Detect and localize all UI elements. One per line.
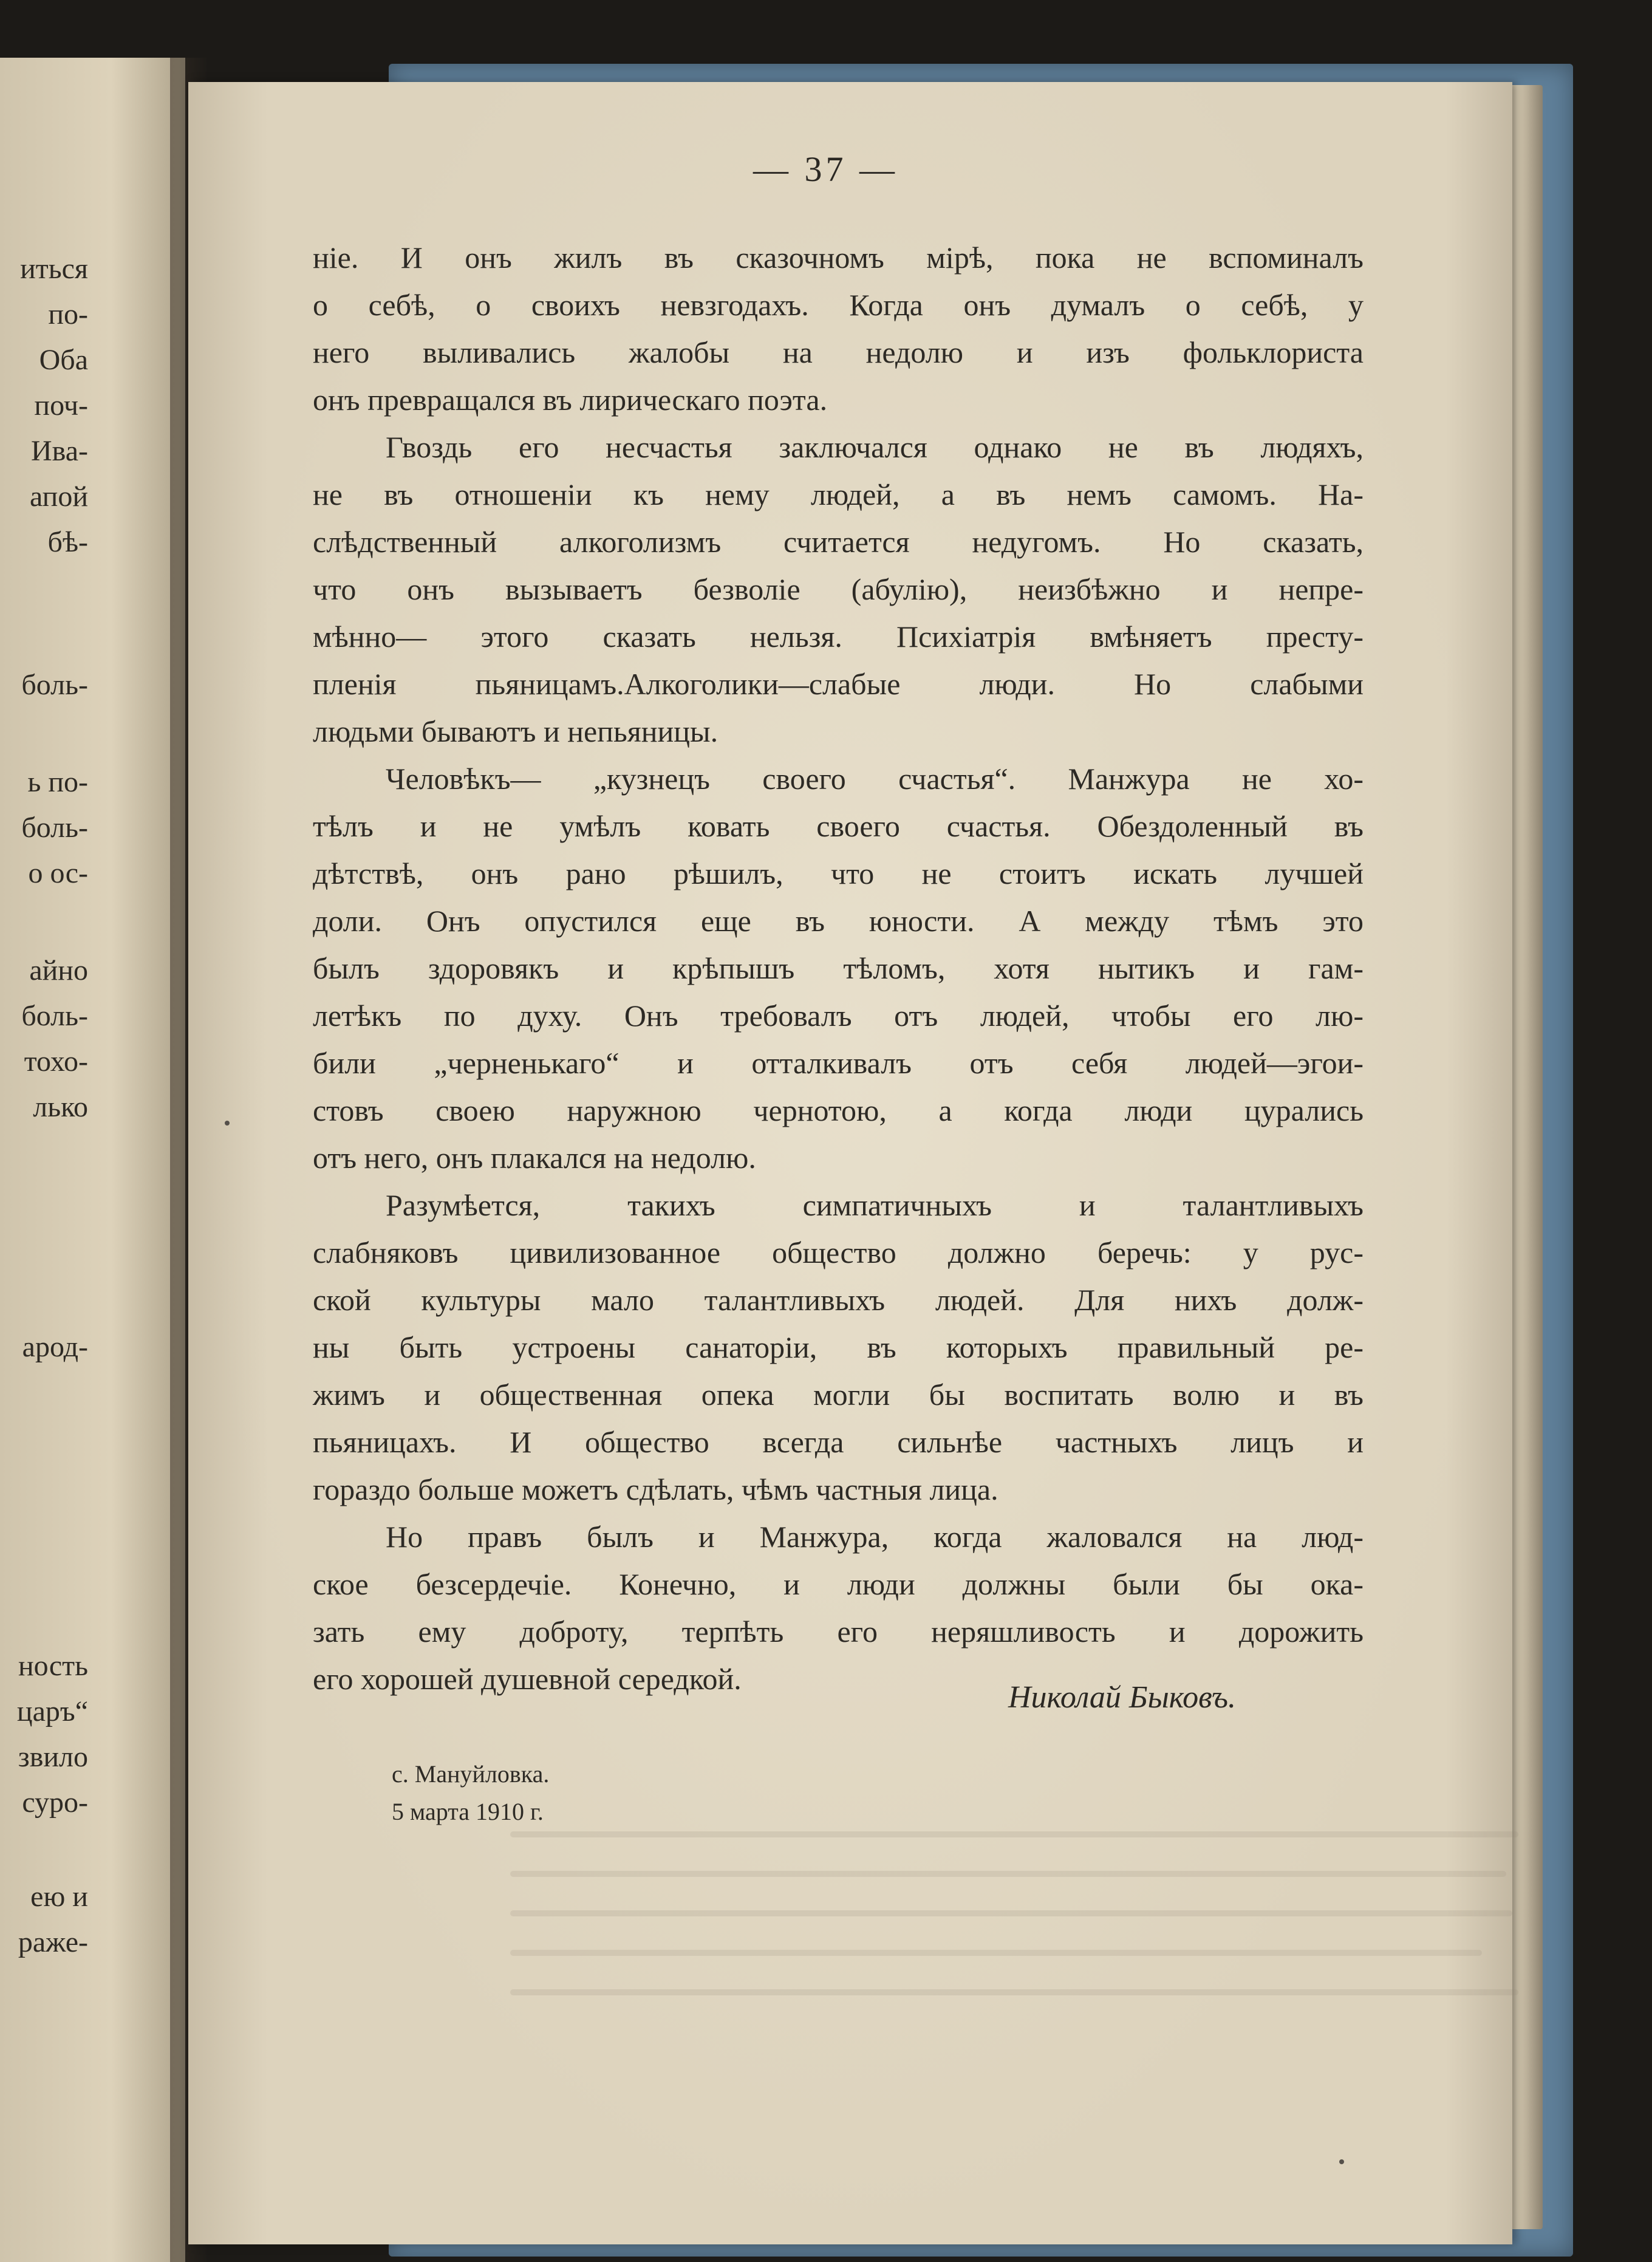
text-line: ское безсердечіе. Конечно, и люди должны были бы ока- xyxy=(313,1567,1364,1601)
left-page-fragment: ь по- xyxy=(27,766,88,798)
date-line: 5 марта 1910 г. xyxy=(392,1798,544,1825)
left-page-fragment: Ива- xyxy=(31,435,88,467)
left-page-fragment: ность xyxy=(18,1650,88,1682)
left-page-fragment: лько xyxy=(33,1091,88,1123)
text-line: пленія пьяницамъ.Алкоголики—слабые люди. Но слабыми xyxy=(313,667,1364,701)
text-line: слѣдственный алкоголизмъ считается недугомъ. Но сказать, xyxy=(313,525,1364,559)
text-line: летѣкъ по духу. Онъ требовалъ отъ людей, чтобы его лю- xyxy=(313,999,1364,1033)
left-page-fragment: тохо- xyxy=(24,1045,88,1078)
body-text xyxy=(313,234,1364,1703)
paragraph xyxy=(313,1181,1364,1513)
left-facing-page xyxy=(0,58,185,2262)
text-line: отъ него, онъ плакался на недолю. xyxy=(313,1141,756,1175)
text-line: тѣлъ и не умѣлъ ковать своего счастья. Обездоленный въ xyxy=(313,809,1364,843)
place-and-date xyxy=(392,1755,549,1831)
bleed-through-line xyxy=(510,1950,1482,1956)
left-page-fragment: арод- xyxy=(22,1331,88,1363)
bleed-through-line xyxy=(510,1989,1518,1995)
text-line: Разумѣется, такихъ симпатичныхъ и талантливыхъ xyxy=(386,1188,1364,1222)
text-line: дѣтствѣ, онъ рано рѣшилъ, что не стоитъ искать лучшей xyxy=(313,856,1364,890)
left-page-fragment: ею и xyxy=(30,1881,88,1913)
text-line: Гвоздь его несчастья заключался однако не въ людяхъ, xyxy=(386,430,1364,464)
text-line: ніе. И онъ жилъ въ сказочномъ мірѣ, пока не вспоминалъ xyxy=(313,241,1364,275)
page-speck xyxy=(225,1121,230,1126)
left-page-fragment: раже- xyxy=(18,1926,88,1958)
left-page-fragment: о ос- xyxy=(28,857,88,889)
text-line: ской культуры мало талантливыхъ людей. Для нихъ долж- xyxy=(313,1283,1364,1317)
text-line: Человѣкъ— „кузнецъ своего счастья“. Манжура не хо- xyxy=(386,762,1364,796)
bleed-through-line xyxy=(510,1910,1512,1916)
left-page-fragment: айно xyxy=(29,954,88,986)
left-page-fragment: царъ“ xyxy=(16,1695,88,1727)
left-page-fragment: поч- xyxy=(34,389,88,422)
left-page-fragment: по- xyxy=(48,298,88,330)
author-signature: Николай Быковъ. xyxy=(1008,1680,1237,1715)
text-line: доли. Онъ опустился еще въ юности. А между тѣмъ это xyxy=(313,904,1364,938)
left-page-fragment: звило xyxy=(18,1741,88,1773)
bleed-through-line xyxy=(510,1831,1518,1837)
text-line: былъ здоровякъ и крѣпышъ тѣломъ, хотя нытикъ и гам- xyxy=(313,951,1364,985)
text-line: слабняковъ цивилизованное общество должно беречь: у рус- xyxy=(313,1235,1364,1269)
left-page-fragment: апой xyxy=(29,480,88,513)
left-page-fragment: иться xyxy=(20,253,88,285)
text-line: онъ превращался въ лирическаго поэта. xyxy=(313,383,828,417)
paragraph xyxy=(313,755,1364,1181)
text-line: пьяницахъ. И общество всегда сильнѣе частныхъ лицъ и xyxy=(313,1425,1364,1459)
text-line: Но правъ былъ и Манжура, когда жаловался на люд- xyxy=(386,1520,1364,1554)
left-page-fragment: бѣ- xyxy=(47,526,88,558)
text-line: него выливались жалобы на недолю и изъ фольклориста xyxy=(313,335,1364,369)
text-line: жимъ и общественная опека могли бы воспитать волю и въ xyxy=(313,1378,1364,1412)
left-page-fragment: боль- xyxy=(21,669,88,701)
text-line: ны быть устроены санаторіи, въ которыхъ правильный ре- xyxy=(313,1330,1364,1364)
text-line: его хорошей душевной середкой. xyxy=(313,1662,742,1696)
place-line: с. Мануйловка. xyxy=(392,1760,550,1788)
left-page-fragment: Оба xyxy=(39,344,88,376)
paragraph xyxy=(313,423,1364,755)
bleed-through-line xyxy=(510,1871,1506,1877)
text-line: мѣнно— этого сказать нельзя. Психіатрія вмѣняетъ престу- xyxy=(313,620,1364,654)
paragraph xyxy=(313,234,1364,423)
left-page-fragment: боль- xyxy=(21,812,88,844)
text-line: не въ отношеніи къ нему людей, а въ немъ самомъ. На- xyxy=(313,477,1364,511)
text-line: били „черненькаго“ и отталкивалъ отъ себя людей—эгои- xyxy=(313,1046,1364,1080)
text-line: о себѣ, о своихъ невзгодахъ. Когда онъ думалъ о себѣ, у xyxy=(313,288,1364,322)
text-line: что онъ вызываетъ безволіе (абулію), неизбѣжно и непре- xyxy=(313,572,1364,606)
page-speck xyxy=(1339,2159,1344,2164)
paragraph xyxy=(313,1513,1364,1703)
left-page-fragment: боль- xyxy=(21,1000,88,1032)
text-line: зать ему доброту, терпѣть его неряшливость и дорожить xyxy=(313,1614,1364,1649)
text-line: стовъ своею наружною чернотою, а когда люди цурались xyxy=(313,1093,1364,1127)
page-number: — 37 — xyxy=(753,149,898,189)
left-page-fragment: суро- xyxy=(22,1786,88,1819)
text-line: людьми бываютъ и непьяницы. xyxy=(313,714,718,748)
text-line: гораздо больше можетъ сдѣлать, чѣмъ частныя лица. xyxy=(313,1472,998,1506)
